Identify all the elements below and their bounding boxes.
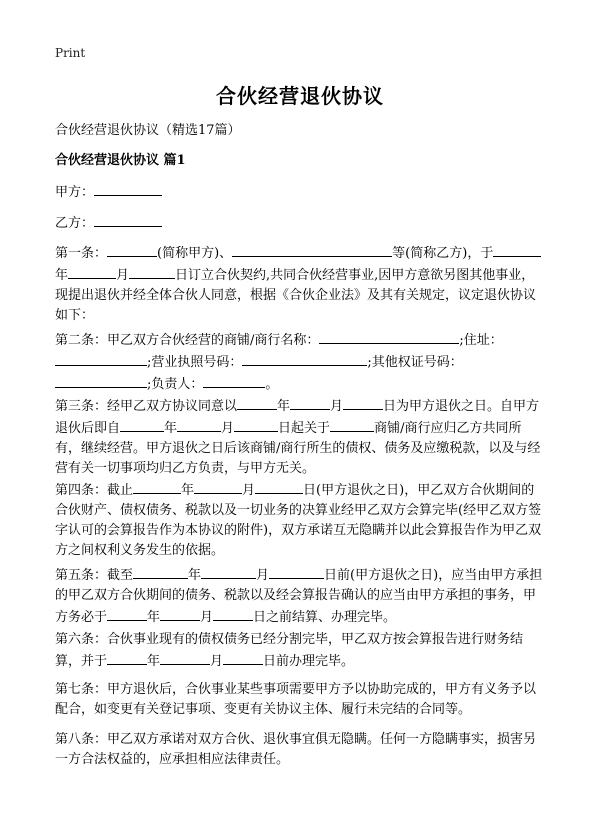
text-segment: 日之前结算、办理完毕。: [253, 610, 397, 625]
blank: [55, 351, 147, 366]
text-segment: 年: [181, 483, 195, 498]
blank: [133, 479, 181, 494]
blank: [201, 564, 256, 579]
article-2-label: 第二条：甲乙双方合伙经营的商铺/商行名称：: [55, 333, 320, 348]
article-5-label: 第五条：截至: [55, 568, 134, 583]
article-3-label: 第三条：经甲乙双方协议同意以: [55, 399, 238, 414]
text-segment: 商铺/商行应归乙方共同所有，继续经营。甲方退伙之日后该商铺/商行所生的债权、债务及应缴税款，以及与经营有关一切事项均归乙方负责，与甲方无关。: [55, 421, 541, 476]
text-segment: 年: [164, 421, 178, 436]
article-3: [55, 395, 547, 479]
text-segment: 月: [330, 399, 344, 414]
blank: [319, 329, 459, 344]
blank: [232, 242, 392, 257]
article-8: 第八条：甲乙双方承诺对双方合伙、退伙事宜俱无隐瞒。任何一方隐瞒事实，损害另一方合法权益的，应承担相应法律责任。: [55, 732, 537, 767]
blank: [223, 650, 263, 665]
blank: [120, 417, 164, 432]
text-segment: 月: [256, 568, 270, 583]
text-segment: 月: [116, 268, 130, 283]
text-segment: 等(简称乙方)，于: [392, 246, 494, 261]
blank: [203, 373, 265, 388]
text-segment: 月: [242, 483, 256, 498]
party-b-label: 乙方：: [55, 216, 95, 231]
blank: [160, 650, 210, 665]
article-6-label: 第六条：合伙事业现有的债权债务已经分割完毕，甲乙双方按会算报告进行财务结算，并于: [55, 632, 524, 669]
blank: [129, 264, 175, 279]
blank: [213, 606, 253, 621]
document-title: 合伙经营退伙协议: [216, 84, 384, 108]
text-segment: ;住址：: [459, 333, 503, 348]
blank: [177, 417, 221, 432]
party-a-line: [55, 181, 547, 203]
blank: [107, 242, 157, 257]
blank: [133, 564, 188, 579]
text-segment: 日订立合伙契约,共同合伙经营事业,因甲方意欲另图其他事业，现提出退伙并经全体合伙人同意，根据《合伙企业法》及其有关规定，议定退伙协议如下：: [55, 268, 537, 323]
party-b-blank: [94, 212, 162, 227]
blank: [234, 417, 278, 432]
article-2: [55, 329, 547, 395]
blank: [290, 395, 330, 410]
text-segment: 月: [200, 610, 214, 625]
blank: [330, 417, 374, 432]
blank: [237, 395, 277, 410]
text-segment: 年: [147, 610, 161, 625]
blank: [194, 479, 242, 494]
text-segment: 。: [265, 377, 279, 392]
party-b-line: [55, 212, 547, 234]
print-link[interactable]: Print: [55, 46, 86, 60]
blank: [255, 479, 303, 494]
blank: [107, 650, 147, 665]
text-segment: 年: [277, 399, 291, 414]
article-4-label: 第四条：截止: [55, 483, 134, 498]
article-5: [55, 564, 547, 628]
document-subtitle: 合伙经营退伙协议（精选17篇）: [55, 123, 241, 138]
article-1: [55, 242, 547, 326]
text-segment: 日(甲方退伙之日)，甲乙双方合伙期间的合伙财产、债权债务、税款以及一切业务的决算业经甲乙双方会算完毕(经甲乙双方签字认可的会算报告作为本协议的附件)，双方承诺互无隐瞒并以此会算报告作为甲乙双方之间权利义务发生的依据。: [55, 483, 542, 558]
blank: [68, 264, 116, 279]
text-segment: ;营业执照号码：: [147, 355, 243, 370]
text-segment: 日为甲方退伙之日。自甲方退伙后即自: [55, 399, 540, 436]
blank: [493, 242, 541, 257]
article-1-label: 第一条：: [55, 246, 108, 261]
blank: [160, 606, 200, 621]
text-segment: 年: [55, 268, 69, 283]
text-segment: 年: [188, 568, 202, 583]
text-segment: 月: [210, 654, 224, 669]
text-segment: 日起关于: [278, 421, 331, 436]
text-segment: ;负责人：: [147, 377, 204, 392]
text-segment: 日前办理完毕。: [263, 654, 355, 669]
article-4: [55, 479, 547, 561]
blank: [55, 373, 147, 388]
text-segment: 日前(甲方退伙之日)，应当由甲方承担的甲乙双方合伙期间的债务、税款以及经会算报告确认的应当由甲方承担的事务，甲方务必于: [55, 568, 543, 625]
blank: [107, 606, 147, 621]
section-heading: 合伙经营退伙协议 篇1: [55, 153, 186, 168]
article-7: 第七条：甲方退伙后，合伙事业某些事项需要甲方予以协助完成的，甲方有义务予以配合，如变更有关登记事项、变更有关协议主体、履行未完结的合同等。: [55, 682, 537, 717]
text-segment: 月: [221, 421, 235, 436]
blank: [242, 351, 367, 366]
text-segment: ;其他权证号码：: [367, 355, 463, 370]
blank: [343, 395, 383, 410]
party-a-label: 甲方：: [55, 185, 95, 200]
article-6: [55, 630, 547, 672]
blank: [269, 564, 324, 579]
text-segment: (简称甲方)、: [157, 246, 233, 261]
text-segment: 年: [147, 654, 161, 669]
party-a-blank: [94, 181, 162, 196]
